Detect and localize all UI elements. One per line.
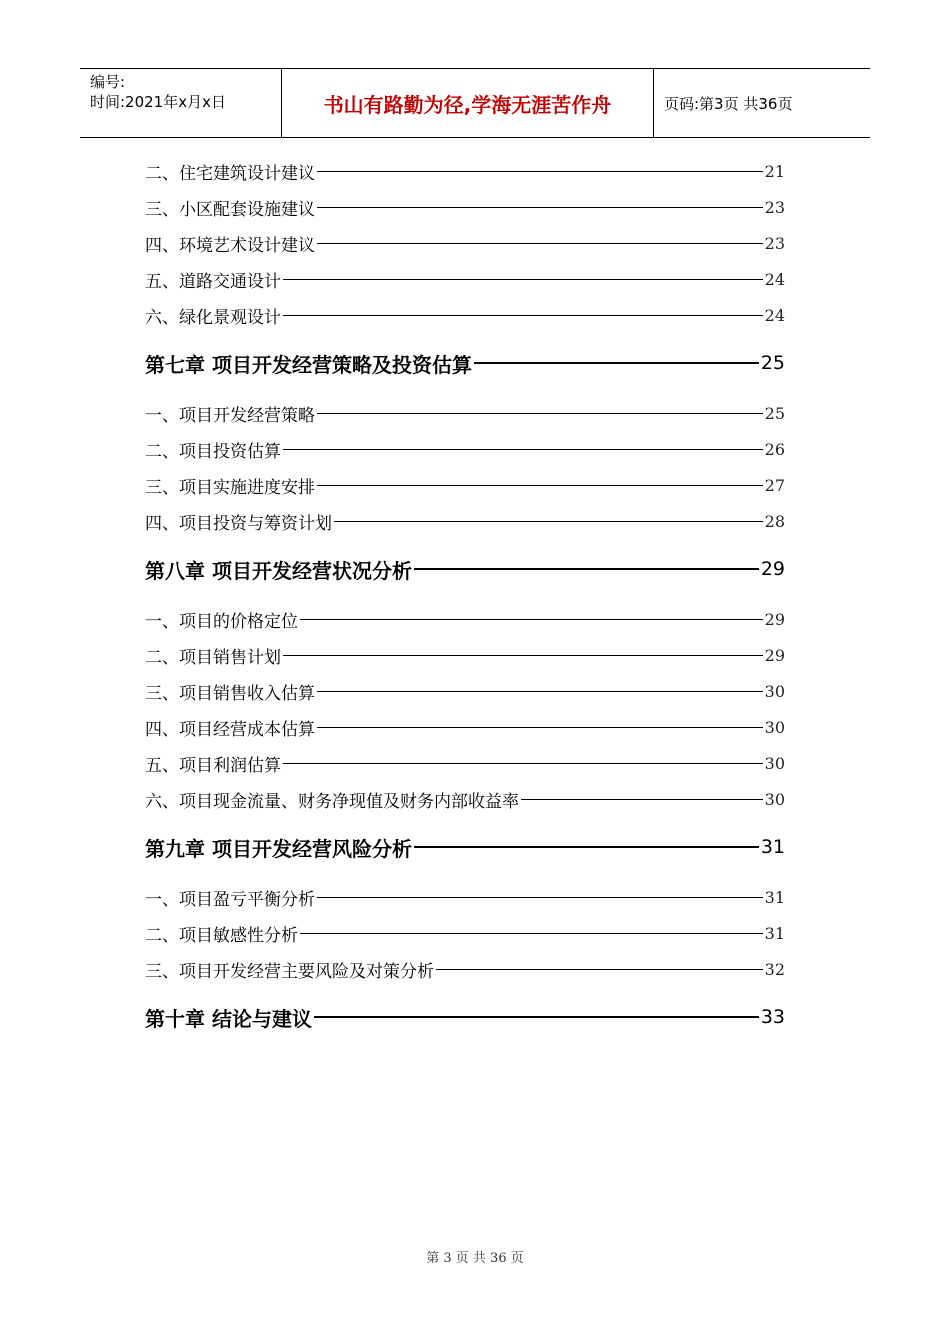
toc-leader-line xyxy=(317,243,763,244)
header-motto: 书山有路勤为径,学海无涯苦作舟 xyxy=(282,69,654,137)
toc-section-entry[interactable] xyxy=(145,195,785,219)
toc-leader-line xyxy=(317,207,763,208)
toc-section-entry[interactable] xyxy=(145,787,785,811)
toc-entry-label: 四、环境艺术设计建议 xyxy=(145,235,315,256)
toc-section-entry[interactable] xyxy=(145,437,785,461)
toc-leader-line xyxy=(283,279,763,280)
toc-page-number: 30 xyxy=(764,717,785,737)
toc-leader-line xyxy=(317,727,763,728)
toc-page-number: 27 xyxy=(764,475,785,495)
toc-page-number: 30 xyxy=(764,681,785,701)
toc-leader-line xyxy=(314,1016,759,1018)
toc-section-entry[interactable] xyxy=(145,679,785,703)
toc-leader-line xyxy=(521,799,763,800)
toc-page-number: 30 xyxy=(764,789,785,809)
toc-entry-label: 二、项目投资估算 xyxy=(145,441,281,462)
toc-chapter-entry[interactable] xyxy=(145,348,785,378)
toc-page-number: 30 xyxy=(764,753,785,773)
toc-entry-label: 五、项目利润估算 xyxy=(145,755,281,776)
toc-page-number: 28 xyxy=(764,511,785,531)
toc-page-number: 31 xyxy=(764,923,785,943)
toc-entry-label: 第十章 结论与建议 xyxy=(145,1006,312,1031)
toc-section-entry[interactable] xyxy=(145,607,785,631)
toc-entry-label: 六、绿化景观设计 xyxy=(145,307,281,328)
toc-section-entry[interactable] xyxy=(145,715,785,739)
page-footer: 第 3 页 共 36 页 xyxy=(426,1251,524,1266)
toc-section-entry[interactable] xyxy=(145,643,785,667)
toc-entry-label: 第九章 项目开发经营风险分析 xyxy=(145,836,412,861)
toc-entry-label: 五、道路交通设计 xyxy=(145,271,281,292)
toc-page-number: 24 xyxy=(764,269,785,289)
toc-leader-line xyxy=(474,362,759,364)
toc-page-number: 31 xyxy=(764,887,785,907)
toc-entry-label: 一、项目的价格定位 xyxy=(145,611,298,632)
toc-leader-line xyxy=(334,521,763,522)
toc-leader-line xyxy=(283,449,763,450)
page-header xyxy=(80,68,870,138)
toc-leader-line xyxy=(436,969,763,970)
toc-section-entry[interactable] xyxy=(145,401,785,425)
toc-entry-label: 二、项目敏感性分析 xyxy=(145,925,298,946)
toc-leader-line xyxy=(317,413,763,414)
header-meta xyxy=(80,69,282,137)
toc-page-number: 25 xyxy=(764,403,785,423)
number-label: 编号: xyxy=(90,73,126,91)
toc-entry-label: 第八章 项目开发经营状况分析 xyxy=(145,558,412,583)
toc-page-number: 23 xyxy=(764,197,785,217)
toc-section-entry[interactable] xyxy=(145,303,785,327)
toc-leader-line xyxy=(300,619,763,620)
toc-entry-label: 三、小区配套设施建议 xyxy=(145,199,315,220)
toc-entry-label: 一、项目开发经营策略 xyxy=(145,405,315,426)
toc-entry-label: 三、项目开发经营主要风险及对策分析 xyxy=(145,961,434,982)
toc-leader-line xyxy=(317,171,763,172)
toc-page-number: 29 xyxy=(764,645,785,665)
toc-page-number: 32 xyxy=(764,959,785,979)
time-label: 时间:2021年x月x日 xyxy=(90,93,226,111)
toc-leader-line xyxy=(317,691,763,692)
toc-page-number: 23 xyxy=(764,233,785,253)
toc-page-number: 21 xyxy=(764,161,785,181)
toc-chapter-entry[interactable] xyxy=(145,1002,785,1032)
toc-section-entry[interactable] xyxy=(145,159,785,183)
toc-page-number: 26 xyxy=(764,439,785,459)
toc-leader-line xyxy=(283,655,763,656)
toc-entry-label: 四、项目经营成本估算 xyxy=(145,719,315,740)
toc-page-number: 25 xyxy=(760,352,785,374)
toc-section-entry[interactable] xyxy=(145,267,785,291)
header-page-info: 页码:第3页 共36页 xyxy=(664,94,793,113)
toc-page-number: 29 xyxy=(764,609,785,629)
toc-entry-label: 一、项目盈亏平衡分析 xyxy=(145,889,315,910)
toc-page-number: 31 xyxy=(760,836,785,858)
toc-leader-line xyxy=(317,897,763,898)
toc-page-number: 24 xyxy=(764,305,785,325)
toc-leader-line xyxy=(414,846,759,848)
toc-chapter-entry[interactable] xyxy=(145,832,785,862)
toc-section-entry[interactable] xyxy=(145,885,785,909)
toc-chapter-entry[interactable] xyxy=(145,554,785,584)
toc-section-entry[interactable] xyxy=(145,957,785,981)
toc-section-entry[interactable] xyxy=(145,751,785,775)
toc-leader-line xyxy=(283,763,763,764)
toc-leader-line xyxy=(283,315,763,316)
toc-section-entry[interactable] xyxy=(145,509,785,533)
toc-leader-line xyxy=(300,933,763,934)
toc-page-number: 33 xyxy=(760,1006,785,1028)
toc-leader-line xyxy=(317,485,763,486)
toc-section-entry[interactable] xyxy=(145,921,785,945)
toc-leader-line xyxy=(414,568,759,570)
toc-page-number: 29 xyxy=(760,558,785,580)
toc-entry-label: 二、项目销售计划 xyxy=(145,647,281,668)
toc-entry-label: 三、项目销售收入估算 xyxy=(145,683,315,704)
toc-entry-label: 三、项目实施进度安排 xyxy=(145,477,315,498)
toc-entry-label: 六、项目现金流量、财务净现值及财务内部收益率 xyxy=(145,791,519,812)
toc-entry-label: 第七章 项目开发经营策略及投资估算 xyxy=(145,352,472,377)
toc-section-entry[interactable] xyxy=(145,473,785,497)
toc-entry-label: 四、项目投资与筹资计划 xyxy=(145,513,332,534)
toc-section-entry[interactable] xyxy=(145,231,785,255)
toc-entry-label: 二、住宅建筑设计建议 xyxy=(145,163,315,184)
